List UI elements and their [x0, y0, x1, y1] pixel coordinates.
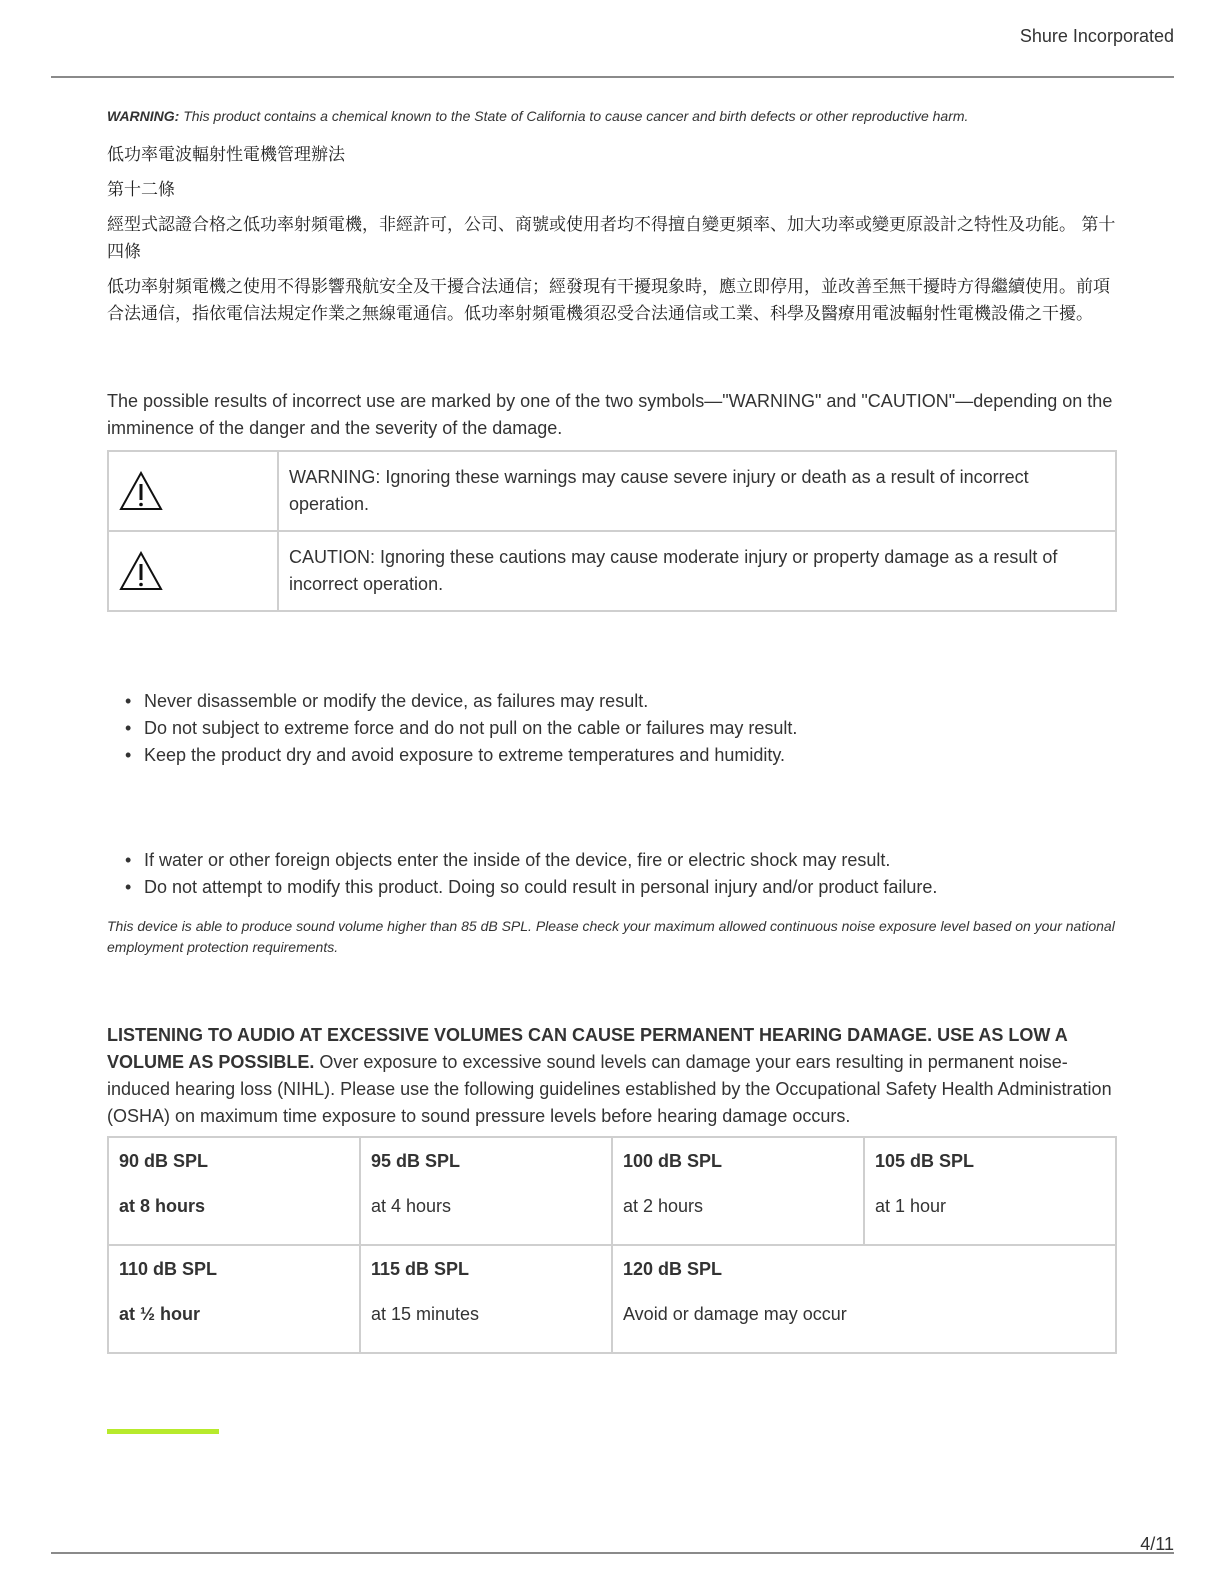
spl-level: 90 dB SPL [119, 1151, 209, 1171]
spl-level: 115 dB SPL [371, 1259, 470, 1279]
hearing-warning [107, 1022, 1117, 1130]
caution-definition: CAUTION: Ignoring these cautions may cause moderate injury or property damage as a result of incorrect operation. [278, 531, 1116, 611]
spl-level: 105 dB SPL [875, 1151, 975, 1171]
spl-table [107, 1136, 1117, 1354]
spl-cell [360, 1245, 612, 1353]
symbols-intro: The possible results of incorrect use are marked by one of the two symbols—"WARNING" and "CAUTION"—depending on the imminence of the danger and the severity of the damage. [107, 391, 1113, 438]
warning-list [107, 847, 1117, 901]
prop65-label: WARNING: [107, 108, 180, 124]
symbol-row-caution [108, 531, 1116, 611]
warning-definition: WARNING: Ignoring these warnings may cause severe injury or death as a result of incorrect operation. [278, 451, 1116, 531]
prop65-warning [107, 106, 1117, 126]
list-item: • If water or other foreign objects enter the inside of the device, fire or electric shock may result. [144, 847, 1117, 874]
spl-cell [360, 1137, 612, 1245]
footer-rule [51, 1552, 1174, 1554]
header-rule [51, 76, 1174, 78]
spl-time: at 8 hours [119, 1196, 206, 1216]
spl-cell [612, 1137, 864, 1245]
list-item: • Keep the product dry and avoid exposure to extreme temperatures and humidity. [144, 742, 1117, 769]
header-company-name: Shure Incorporated [1019, 26, 1174, 46]
page-number: 4/11 [1140, 1534, 1174, 1554]
symbol-row-warning [108, 451, 1116, 531]
spl-time: at 4 hours [371, 1196, 452, 1216]
hearing-warning-text: Over exposure to excessive sound levels can damage your ears resulting in permanent noise-induced hearing loss (NIHL). Please use the following guidelines established by the Occupational Safety Health Administration (OSHA) on maximum time exposure to sound pressure levels before hearing damage occurs. [107, 1052, 1112, 1126]
taiwan-paragraph-14: 低功率射頻電機之使用不得影響飛航安全及干擾合法通信；經發現有干擾現象時，應立即停用，並改善至無干擾時方得繼續使用。前項合法通信，指依電信法規定作業之無線電通信。低功率射頻電機須忍受合法通信或工業、科學及醫療用電波輻射性電機設備之干擾。 [107, 277, 1110, 324]
spl-time: Avoid or damage may occur [623, 1304, 847, 1324]
taiwan-article-12: 第十二條 [107, 180, 175, 200]
list-item: • Do not subject to extreme force and do not pull on the cable or failures may result. [144, 715, 1117, 742]
spl-note: This device is able to produce sound volume higher than 85 dB SPL. Please check your maximum allowed continuous noise exposure level based on your national employment protection requirements. [107, 918, 1115, 955]
spl-level: 95 dB SPL [371, 1151, 461, 1171]
spl-time: at 15 minutes [371, 1304, 480, 1324]
spl-cell [108, 1245, 360, 1353]
page-content [107, 106, 1117, 1354]
spl-level: 110 dB SPL [119, 1259, 218, 1279]
spl-level: 100 dB SPL [623, 1151, 723, 1171]
accent-bar [107, 1429, 219, 1434]
prop65-text: This product contains a chemical known to the State of California to cause cancer and birth defects or other reproductive harm. [179, 108, 969, 124]
warning-triangle-icon [119, 551, 163, 591]
spl-row [108, 1137, 1116, 1245]
spl-cell [864, 1137, 1116, 1245]
spl-time: at 1 hour [875, 1196, 947, 1216]
taiwan-title: 低功率電波輻射性電機管理辦法 [107, 145, 345, 165]
spl-time: at 2 hours [623, 1196, 704, 1216]
list-item: • Never disassemble or modify the device, as failures may result. [144, 688, 1117, 715]
list-item: • Do not attempt to modify this product. Doing so could result in personal injury and/or product failure. [144, 874, 1117, 901]
spl-cell [108, 1137, 360, 1245]
spl-level: 120 dB SPL [623, 1259, 723, 1279]
symbol-cell [108, 451, 278, 531]
warning-triangle-icon [119, 471, 163, 511]
symbol-cell [108, 531, 278, 611]
spl-row [108, 1245, 1116, 1353]
taiwan-paragraph-12: 經型式認證合格之低功率射頻電機，非經許可，公司、商號或使用者均不得擅自變更頻率、加大功率或變更原設計之特性及功能。 第十四條 [107, 215, 1116, 262]
hearing-warning-bold: LISTENING TO AUDIO AT EXCESSIVE VOLUMES CAN CAUSE PERMANENT HEARING DAMAGE. USE AS LOW A VOLUME AS POSSIBLE. [107, 1025, 1068, 1072]
spl-time: at ½ hour [119, 1304, 201, 1324]
symbol-table [107, 450, 1117, 612]
spl-cell [612, 1245, 1116, 1353]
caution-list [107, 688, 1117, 769]
